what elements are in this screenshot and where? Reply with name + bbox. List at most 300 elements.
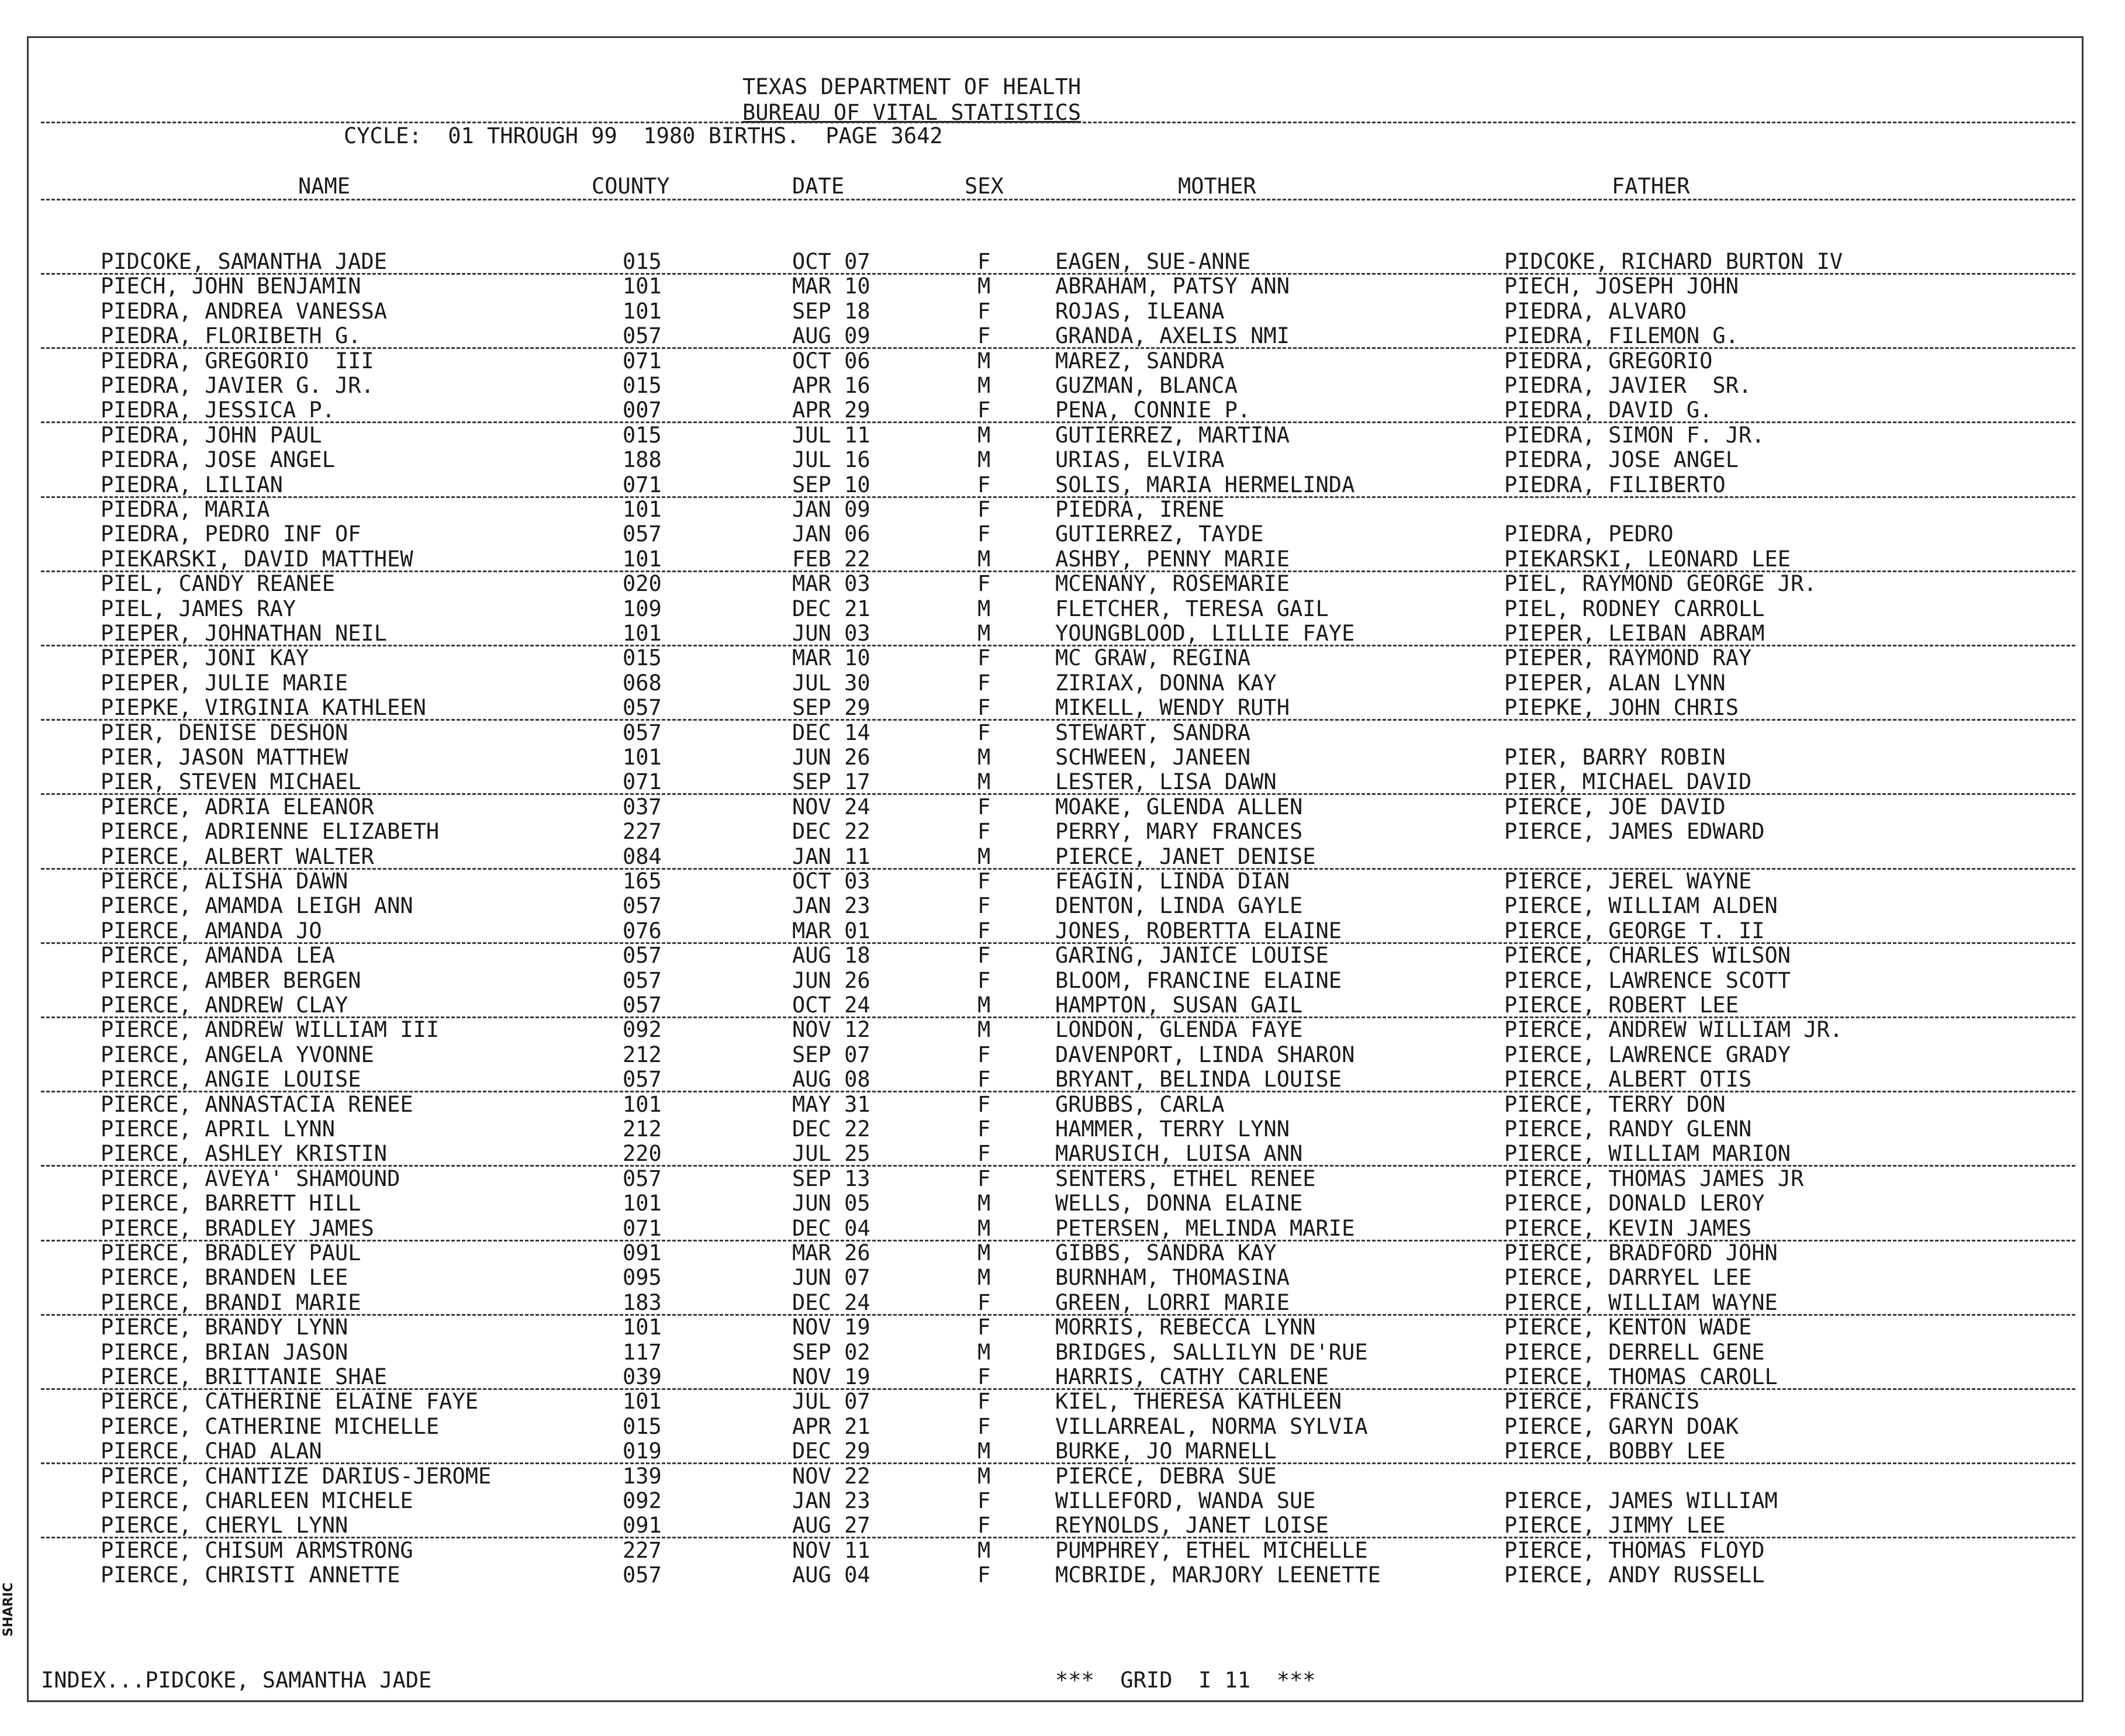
cell-mother: PETERSEN, MELINDA MARIE (1055, 1215, 1355, 1241)
cell-father: PIERCE, JOE DAVID (1504, 794, 1726, 819)
cell-father: PIERCE, JAMES WILLIAM (1504, 1488, 1778, 1513)
cell-date: MAR 10 (792, 645, 870, 671)
cell-name: PIER, DENISE DESHON (101, 720, 348, 745)
cell-sex: M (977, 1463, 991, 1489)
cell-county: 039 (623, 1364, 662, 1389)
cell-sex: M (977, 373, 991, 398)
cell-date: SEP 02 (792, 1339, 870, 1365)
cell-date: SEP 29 (792, 695, 870, 721)
cell-county: 101 (623, 298, 662, 324)
cell-name: PIERCE, BARRETT HILL (101, 1191, 361, 1216)
cell-name: PIERCE, ANDREW WILLIAM III (101, 1017, 440, 1043)
cell-county: 019 (623, 1438, 662, 1464)
cell-sex: F (977, 521, 991, 547)
cell-sex: F (977, 794, 991, 819)
cell-name: PIEDRA, JESSICA P. (101, 397, 335, 423)
cell-father: PIEDRA, GREGORIO (1504, 348, 1713, 374)
column-header-sex: SEX (965, 174, 1004, 199)
cell-father: PIERCE, RANDY GLENN (1504, 1116, 1752, 1142)
cell-county: 165 (623, 869, 662, 894)
cell-county: 015 (623, 1413, 662, 1439)
cell-name: PIERCE, CHISUM ARMSTRONG (101, 1537, 413, 1563)
cell-sex: F (977, 472, 991, 497)
cell-name: PIEL, CANDY REANEE (101, 571, 335, 597)
cell-sex: M (977, 348, 991, 374)
cell-father: PIERCE, WILLIAM WAYNE (1504, 1289, 1778, 1315)
cell-date: DEC 29 (792, 1438, 870, 1464)
cell-mother: BURKE, JO MARNELL (1055, 1438, 1277, 1464)
cell-date: JAN 23 (792, 1488, 870, 1513)
cell-sex: M (977, 1017, 991, 1043)
cell-name: PIEDRA, PEDRO INF OF (101, 521, 361, 547)
cell-father: PIDCOKE, RICHARD BURTON IV (1504, 249, 1843, 274)
cell-sex: M (977, 769, 991, 795)
cell-sex: F (977, 1413, 991, 1439)
cell-mother: ROJAS, ILEANA (1055, 298, 1225, 324)
cell-father: PIERCE, FRANCIS (1504, 1389, 1700, 1415)
cell-father: PIER, BARRY ROBIN (1504, 745, 1726, 770)
cell-county: 101 (623, 546, 662, 572)
cell-mother: MARUSICH, LUISA ANN (1055, 1141, 1303, 1167)
cell-date: NOV 24 (792, 794, 870, 819)
cell-mother: GUTIERREZ, MARTINA (1055, 422, 1290, 448)
cell-father: PIER, MICHAEL DAVID (1504, 769, 1752, 795)
cell-father: PIERCE, GARYN DOAK (1504, 1413, 1739, 1439)
cell-sex: F (977, 1141, 991, 1167)
column-header-name: NAME (298, 174, 351, 199)
cell-mother: PUMPHREY, ETHEL MICHELLE (1055, 1537, 1368, 1563)
cell-date: SEP 07 (792, 1042, 870, 1067)
cell-date: JUL 16 (792, 447, 870, 473)
cell-father: PIERCE, THOMAS CAROLL (1504, 1364, 1778, 1389)
cell-county: 091 (623, 1240, 662, 1265)
cell-mother: HAMPTON, SUSAN GAIL (1055, 993, 1303, 1018)
cell-sex: M (977, 1215, 991, 1241)
cell-name: PIERCE, BRANDI MARIE (101, 1289, 361, 1315)
cell-date: SEP 18 (792, 298, 870, 324)
cell-county: 037 (623, 794, 662, 819)
cell-sex: F (977, 670, 991, 696)
cell-date: MAR 10 (792, 274, 870, 299)
cell-name: PIEDRA, MARIA (101, 497, 270, 522)
cell-sex: M (977, 745, 991, 770)
cell-county: 071 (623, 348, 662, 374)
cell-county: 057 (623, 695, 662, 721)
cell-name: PIEDRA, FLORIBETH G. (101, 323, 361, 349)
cell-date: JUL 07 (792, 1389, 870, 1415)
cell-sex: F (977, 695, 991, 721)
cell-father: PIEDRA, JOSE ANGEL (1504, 447, 1739, 473)
cell-name: PIERCE, CHERYL LYNN (101, 1513, 348, 1538)
cell-name: PIEPER, JOHNATHAN NEIL (101, 621, 388, 646)
cell-father: PIEDRA, ALVARO (1504, 298, 1687, 324)
cell-name: PIERCE, ASHLEY KRISTIN (101, 1141, 388, 1167)
cell-name: PIERCE, CHAD ALAN (101, 1438, 322, 1464)
cell-sex: M (977, 274, 991, 299)
cell-date: JUN 07 (792, 1265, 870, 1291)
cell-mother: GIBBS, SANDRA KAY (1055, 1240, 1277, 1265)
cell-sex: F (977, 869, 991, 894)
cell-father: PIERCE, BRADFORD JOHN (1504, 1240, 1778, 1265)
cell-sex: M (977, 621, 991, 646)
cell-father: PIERCE, ALBERT OTIS (1504, 1067, 1752, 1092)
cell-father: PIEPER, ALAN LYNN (1504, 670, 1726, 696)
column-header-date: DATE (792, 174, 845, 199)
cell-county: 057 (623, 521, 662, 547)
cell-county: 057 (623, 1166, 662, 1191)
cell-date: DEC 14 (792, 720, 870, 745)
cell-county: 220 (623, 1141, 662, 1167)
cell-mother: BURNHAM, THOMASINA (1055, 1265, 1290, 1291)
cell-mother: FLETCHER, TERESA GAIL (1055, 596, 1329, 621)
cell-mother: DAVENPORT, LINDA SHARON (1055, 1042, 1355, 1067)
cell-mother: GREEN, LORRI MARIE (1055, 1289, 1290, 1315)
cell-mother: MOAKE, GLENDA ALLEN (1055, 794, 1303, 819)
cell-father: PIERCE, CHARLES WILSON (1504, 943, 1791, 969)
cell-county: 071 (623, 769, 662, 795)
cell-name: PIEL, JAMES RAY (101, 596, 296, 621)
cell-date: NOV 22 (792, 1463, 870, 1489)
cell-name: PIERCE, ANGELA YVONNE (101, 1042, 374, 1067)
cell-name: PIERCE, ADRIA ELEANOR (101, 794, 374, 819)
cell-name: PIEDRA, GREGORIO III (101, 348, 374, 374)
cell-mother: WELLS, DONNA ELAINE (1055, 1191, 1303, 1216)
cell-sex: M (977, 843, 991, 869)
cell-father: PIERCE, GEORGE T. II (1504, 918, 1765, 943)
cell-date: OCT 06 (792, 348, 870, 374)
cell-county: 071 (623, 1215, 662, 1241)
cell-date: OCT 07 (792, 249, 870, 274)
cell-county: 015 (623, 422, 662, 448)
cell-sex: F (977, 1364, 991, 1389)
cell-county: 057 (623, 1562, 662, 1588)
cell-name: PIDCOKE, SAMANTHA JADE (101, 249, 388, 274)
cell-county: 057 (623, 1067, 662, 1092)
cell-sex: F (977, 1091, 991, 1117)
cell-county: 057 (623, 720, 662, 745)
cell-date: DEC 22 (792, 819, 870, 845)
cell-father: PIEKARSKI, LEONARD LEE (1504, 546, 1791, 572)
cell-mother: GUTIERREZ, TAYDE (1055, 521, 1264, 547)
cell-name: PIEDRA, LILIAN (101, 472, 283, 497)
cell-county: 071 (623, 472, 662, 497)
cell-sex: M (977, 1339, 991, 1365)
cell-date: MAR 01 (792, 918, 870, 943)
cell-mother: REYNOLDS, JANET LOISE (1055, 1513, 1329, 1538)
cell-sex: F (977, 497, 991, 522)
cell-date: DEC 04 (792, 1215, 870, 1241)
cell-name: PIERCE, AMANDA JO (101, 918, 322, 943)
cell-name: PIERCE, AMANDA LEA (101, 943, 335, 969)
cell-sex: F (977, 397, 991, 423)
cell-county: 101 (623, 274, 662, 299)
cell-name: PIERCE, ADRIENNE ELIZABETH (101, 819, 440, 845)
cell-name: PIERCE, ALBERT WALTER (101, 843, 374, 869)
cell-date: MAY 31 (792, 1091, 870, 1117)
cell-county: 020 (623, 571, 662, 597)
cell-sex: F (977, 1513, 991, 1538)
cell-mother: GRANDA, AXELIS NMI (1055, 323, 1290, 349)
cell-mother: LESTER, LISA DAWN (1055, 769, 1277, 795)
cell-father: PIEPER, LEIBAN ABRAM (1504, 621, 1765, 646)
cell-name: PIEPER, JONI KAY (101, 645, 309, 671)
cell-sex: F (977, 918, 991, 943)
cell-mother: MCBRIDE, MARJORY LEENETTE (1055, 1562, 1381, 1588)
cell-name: PIEDRA, JAVIER G. JR. (101, 373, 374, 398)
divider (41, 199, 2075, 200)
cell-date: SEP 10 (792, 472, 870, 497)
department-title: TEXAS DEPARTMENT OF HEALTH (742, 74, 1081, 99)
cell-date: OCT 03 (792, 869, 870, 894)
cell-mother: SOLIS, MARIA HERMELINDA (1055, 472, 1355, 497)
cell-sex: F (977, 1488, 991, 1513)
cell-father: PIEL, RODNEY CARROLL (1504, 596, 1765, 621)
cell-sex: M (977, 1537, 991, 1563)
cell-mother: BRIDGES, SALLILYN DE'RUE (1055, 1339, 1368, 1365)
cell-father: PIEDRA, SIMON F. JR. (1504, 422, 1765, 448)
cell-father: PIERCE, ROBERT LEE (1504, 993, 1739, 1018)
cell-father: PIERCE, JIMMY LEE (1504, 1513, 1726, 1538)
cell-county: 057 (623, 323, 662, 349)
cell-father: PIERCE, ANDREW WILLIAM JR. (1504, 1017, 1843, 1043)
cell-sex: F (977, 1116, 991, 1142)
cell-name: PIERCE, BRADLEY JAMES (101, 1215, 374, 1241)
cell-father: PIERCE, WILLIAM ALDEN (1504, 893, 1778, 919)
cell-mother: MAREZ, SANDRA (1055, 348, 1225, 374)
cell-date: AUG 18 (792, 943, 870, 969)
cell-name: PIERCE, AMAMDA LEIGH ANN (101, 893, 413, 919)
cell-father: PIERCE, DONALD LEROY (1504, 1191, 1765, 1216)
index-line: INDEX...PIDCOKE, SAMANTHA JADE (41, 1668, 432, 1693)
cell-father: PIERCE, JAMES EDWARD (1504, 819, 1765, 845)
cell-sex: M (977, 596, 991, 621)
cell-sex: F (977, 1042, 991, 1067)
cell-mother: ABRAHAM, PATSY ANN (1055, 274, 1290, 299)
cell-sex: F (977, 1389, 991, 1415)
cycle-line: CYCLE: 01 THROUGH 99 1980 BIRTHS. PAGE 3642 (344, 123, 943, 148)
cell-county: 091 (623, 1513, 662, 1538)
cell-mother: YOUNGBLOOD, LILLIE FAYE (1055, 621, 1355, 646)
cell-sex: F (977, 1562, 991, 1588)
cell-father: PIERCE, LAWRENCE GRADY (1504, 1042, 1791, 1067)
cell-mother: SCHWEEN, JANEEN (1055, 745, 1251, 770)
cell-date: JUN 26 (792, 745, 870, 770)
cell-name: PIER, STEVEN MICHAEL (101, 769, 361, 795)
cell-sex: M (977, 1240, 991, 1265)
cell-county: 068 (623, 670, 662, 696)
cell-mother: BLOOM, FRANCINE ELAINE (1055, 967, 1342, 993)
cell-father: PIEDRA, FILIBERTO (1504, 472, 1726, 497)
cell-mother: MCENANY, ROSEMARIE (1055, 571, 1290, 597)
cell-date: OCT 24 (792, 993, 870, 1018)
cell-date: JUN 03 (792, 621, 870, 646)
cell-sex: F (977, 967, 991, 993)
cell-sex: F (977, 298, 991, 324)
cell-father: PIERCE, THOMAS JAMES JR (1504, 1166, 1804, 1191)
cell-county: 227 (623, 1537, 662, 1563)
cell-sex: F (977, 1166, 991, 1191)
cell-county: 007 (623, 397, 662, 423)
cell-county: 057 (623, 993, 662, 1018)
cell-date: SEP 17 (792, 769, 870, 795)
cell-date: SEP 13 (792, 1166, 870, 1191)
cell-mother: FEAGIN, LINDA DIAN (1055, 869, 1290, 894)
cell-mother: ASHBY, PENNY MARIE (1055, 546, 1290, 572)
cell-date: DEC 24 (792, 1289, 870, 1315)
cell-date: JUL 11 (792, 422, 870, 448)
cell-mother: MIKELL, WENDY RUTH (1055, 695, 1290, 721)
cell-date: AUG 27 (792, 1513, 870, 1538)
cell-mother: DENTON, LINDA GAYLE (1055, 893, 1303, 919)
cell-name: PIERCE, ANDREW CLAY (101, 993, 348, 1018)
cell-mother: ZIRIAX, DONNA KAY (1055, 670, 1277, 696)
cell-father: PIEDRA, DAVID G. (1504, 397, 1713, 423)
cell-name: PIERCE, CHARLEEN MICHELE (101, 1488, 413, 1513)
cell-county: 227 (623, 819, 662, 845)
cell-county: 057 (623, 943, 662, 969)
cell-name: PIECH, JOHN BENJAMIN (101, 274, 361, 299)
cell-mother: WILLEFORD, WANDA SUE (1055, 1488, 1316, 1513)
cell-date: APR 21 (792, 1413, 870, 1439)
cell-father: PIERCE, TERRY DON (1504, 1091, 1726, 1117)
cell-sex: M (977, 447, 991, 473)
cell-county: 092 (623, 1017, 662, 1043)
column-header-father: FATHER (1612, 174, 1690, 199)
cell-mother: GARING, JANICE LOUISE (1055, 943, 1329, 969)
cell-sex: F (977, 1289, 991, 1315)
cell-name: PIERCE, BRADLEY PAUL (101, 1240, 361, 1265)
cell-sex: M (977, 422, 991, 448)
cell-date: NOV 12 (792, 1017, 870, 1043)
cell-father: PIERCE, BOBBY LEE (1504, 1438, 1726, 1464)
cell-sex: F (977, 893, 991, 919)
cell-county: 015 (623, 645, 662, 671)
cell-father: PIERCE, KEVIN JAMES (1504, 1215, 1752, 1241)
cell-mother: MORRIS, REBECCA LYNN (1055, 1315, 1316, 1340)
cell-father: PIERCE, WILLIAM MARION (1504, 1141, 1791, 1167)
cell-mother: SENTERS, ETHEL RENEE (1055, 1166, 1316, 1191)
cell-sex: F (977, 1315, 991, 1340)
cell-sex: F (977, 943, 991, 969)
cell-mother: PIEDRA, IRENE (1055, 497, 1225, 522)
cell-name: PIERCE, ANGIE LOUISE (101, 1067, 361, 1092)
grid-label: *** GRID I 11 *** (1055, 1668, 1316, 1693)
cell-mother: GRUBBS, CARLA (1055, 1091, 1225, 1117)
cell-mother: STEWART, SANDRA (1055, 720, 1251, 745)
cell-county: 101 (623, 621, 662, 646)
cell-mother: MC GRAW, REGINA (1055, 645, 1251, 671)
cell-date: APR 29 (792, 397, 870, 423)
cell-sex: F (977, 571, 991, 597)
cell-name: PIERCE, APRIL LYNN (101, 1116, 335, 1142)
cell-date: JUN 05 (792, 1191, 870, 1216)
cell-sex: M (977, 993, 991, 1018)
cell-county: 101 (623, 1315, 662, 1340)
cell-county: 057 (623, 893, 662, 919)
cell-father: PIEPKE, JOHN CHRIS (1504, 695, 1739, 721)
cell-name: PIERCE, BRANDEN LEE (101, 1265, 348, 1291)
cell-county: 101 (623, 1191, 662, 1216)
cell-county: 015 (623, 249, 662, 274)
column-header-county: COUNTY (592, 174, 670, 199)
cell-sex: F (977, 249, 991, 274)
cell-county: 188 (623, 447, 662, 473)
cell-name: PIEKARSKI, DAVID MATTHEW (101, 546, 413, 572)
cell-date: JAN 09 (792, 497, 870, 522)
cell-father: PIERCE, LAWRENCE SCOTT (1504, 967, 1791, 993)
cell-mother: KIEL, THERESA KATHLEEN (1055, 1389, 1342, 1415)
cell-date: AUG 04 (792, 1562, 870, 1588)
cell-name: PIERCE, CHANTIZE DARIUS-JEROME (101, 1463, 492, 1489)
cell-county: 076 (623, 918, 662, 943)
cell-name: PIERCE, BRIAN JASON (101, 1339, 348, 1365)
cell-name: PIERCE, BRITTANIE SHAE (101, 1364, 388, 1389)
cell-sex: F (977, 720, 991, 745)
cell-date: DEC 22 (792, 1116, 870, 1142)
cell-father: PIERCE, THOMAS FLOYD (1504, 1537, 1765, 1563)
cell-county: 183 (623, 1289, 662, 1315)
cell-date: AUG 09 (792, 323, 870, 349)
cell-name: PIEDRA, JOSE ANGEL (101, 447, 335, 473)
cell-county: 015 (623, 373, 662, 398)
cell-name: PIERCE, ALISHA DAWN (101, 869, 348, 894)
cell-date: DEC 21 (792, 596, 870, 621)
cell-date: JAN 06 (792, 521, 870, 547)
cell-name: PIEDRA, ANDREA VANESSA (101, 298, 388, 324)
cell-county: 101 (623, 1091, 662, 1117)
cell-mother: GUZMAN, BLANCA (1055, 373, 1238, 398)
cell-county: 212 (623, 1042, 662, 1067)
cell-father: PIEDRA, FILEMON G. (1504, 323, 1739, 349)
cell-county: 101 (623, 1389, 662, 1415)
cell-sex: F (977, 819, 991, 845)
cell-sex: F (977, 645, 991, 671)
cell-father: PIEDRA, JAVIER SR. (1504, 373, 1752, 398)
cell-sex: F (977, 1067, 991, 1092)
cell-name: PIER, JASON MATTHEW (101, 745, 348, 770)
cell-mother: LONDON, GLENDA FAYE (1055, 1017, 1303, 1043)
cell-sex: M (977, 1265, 991, 1291)
cell-father: PIERCE, ANDY RUSSELL (1504, 1562, 1765, 1588)
cell-father: PIECH, JOSEPH JOHN (1504, 274, 1739, 299)
cell-father: PIERCE, JEREL WAYNE (1504, 869, 1752, 894)
side-label: SHARIC (1, 1582, 16, 1637)
cell-date: FEB 22 (792, 546, 870, 572)
cell-mother: JONES, ROBERTTA ELAINE (1055, 918, 1342, 943)
cell-date: JUL 25 (792, 1141, 870, 1167)
cell-date: AUG 08 (792, 1067, 870, 1092)
cell-county: 092 (623, 1488, 662, 1513)
cell-father: PIEDRA, PEDRO (1504, 521, 1674, 547)
cell-name: PIERCE, CATHERINE MICHELLE (101, 1413, 440, 1439)
cell-mother: PENA, CONNIE P. (1055, 397, 1251, 423)
cell-sex: F (977, 323, 991, 349)
cell-date: APR 16 (792, 373, 870, 398)
cell-sex: M (977, 1438, 991, 1464)
cell-date: MAR 03 (792, 571, 870, 597)
cell-sex: M (977, 1191, 991, 1216)
cell-date: JUL 30 (792, 670, 870, 696)
cell-name: PIERCE, CHRISTI ANNETTE (101, 1562, 400, 1588)
cell-mother: BRYANT, BELINDA LOUISE (1055, 1067, 1342, 1092)
cell-name: PIERCE, BRANDY LYNN (101, 1315, 348, 1340)
cell-mother: PERRY, MARY FRANCES (1055, 819, 1303, 845)
cell-father: PIERCE, KENTON WADE (1504, 1315, 1752, 1340)
cell-date: NOV 11 (792, 1537, 870, 1563)
cell-name: PIEDRA, JOHN PAUL (101, 422, 322, 448)
cell-mother: PIERCE, DEBRA SUE (1055, 1463, 1277, 1489)
cell-mother: PIERCE, JANET DENISE (1055, 843, 1316, 869)
